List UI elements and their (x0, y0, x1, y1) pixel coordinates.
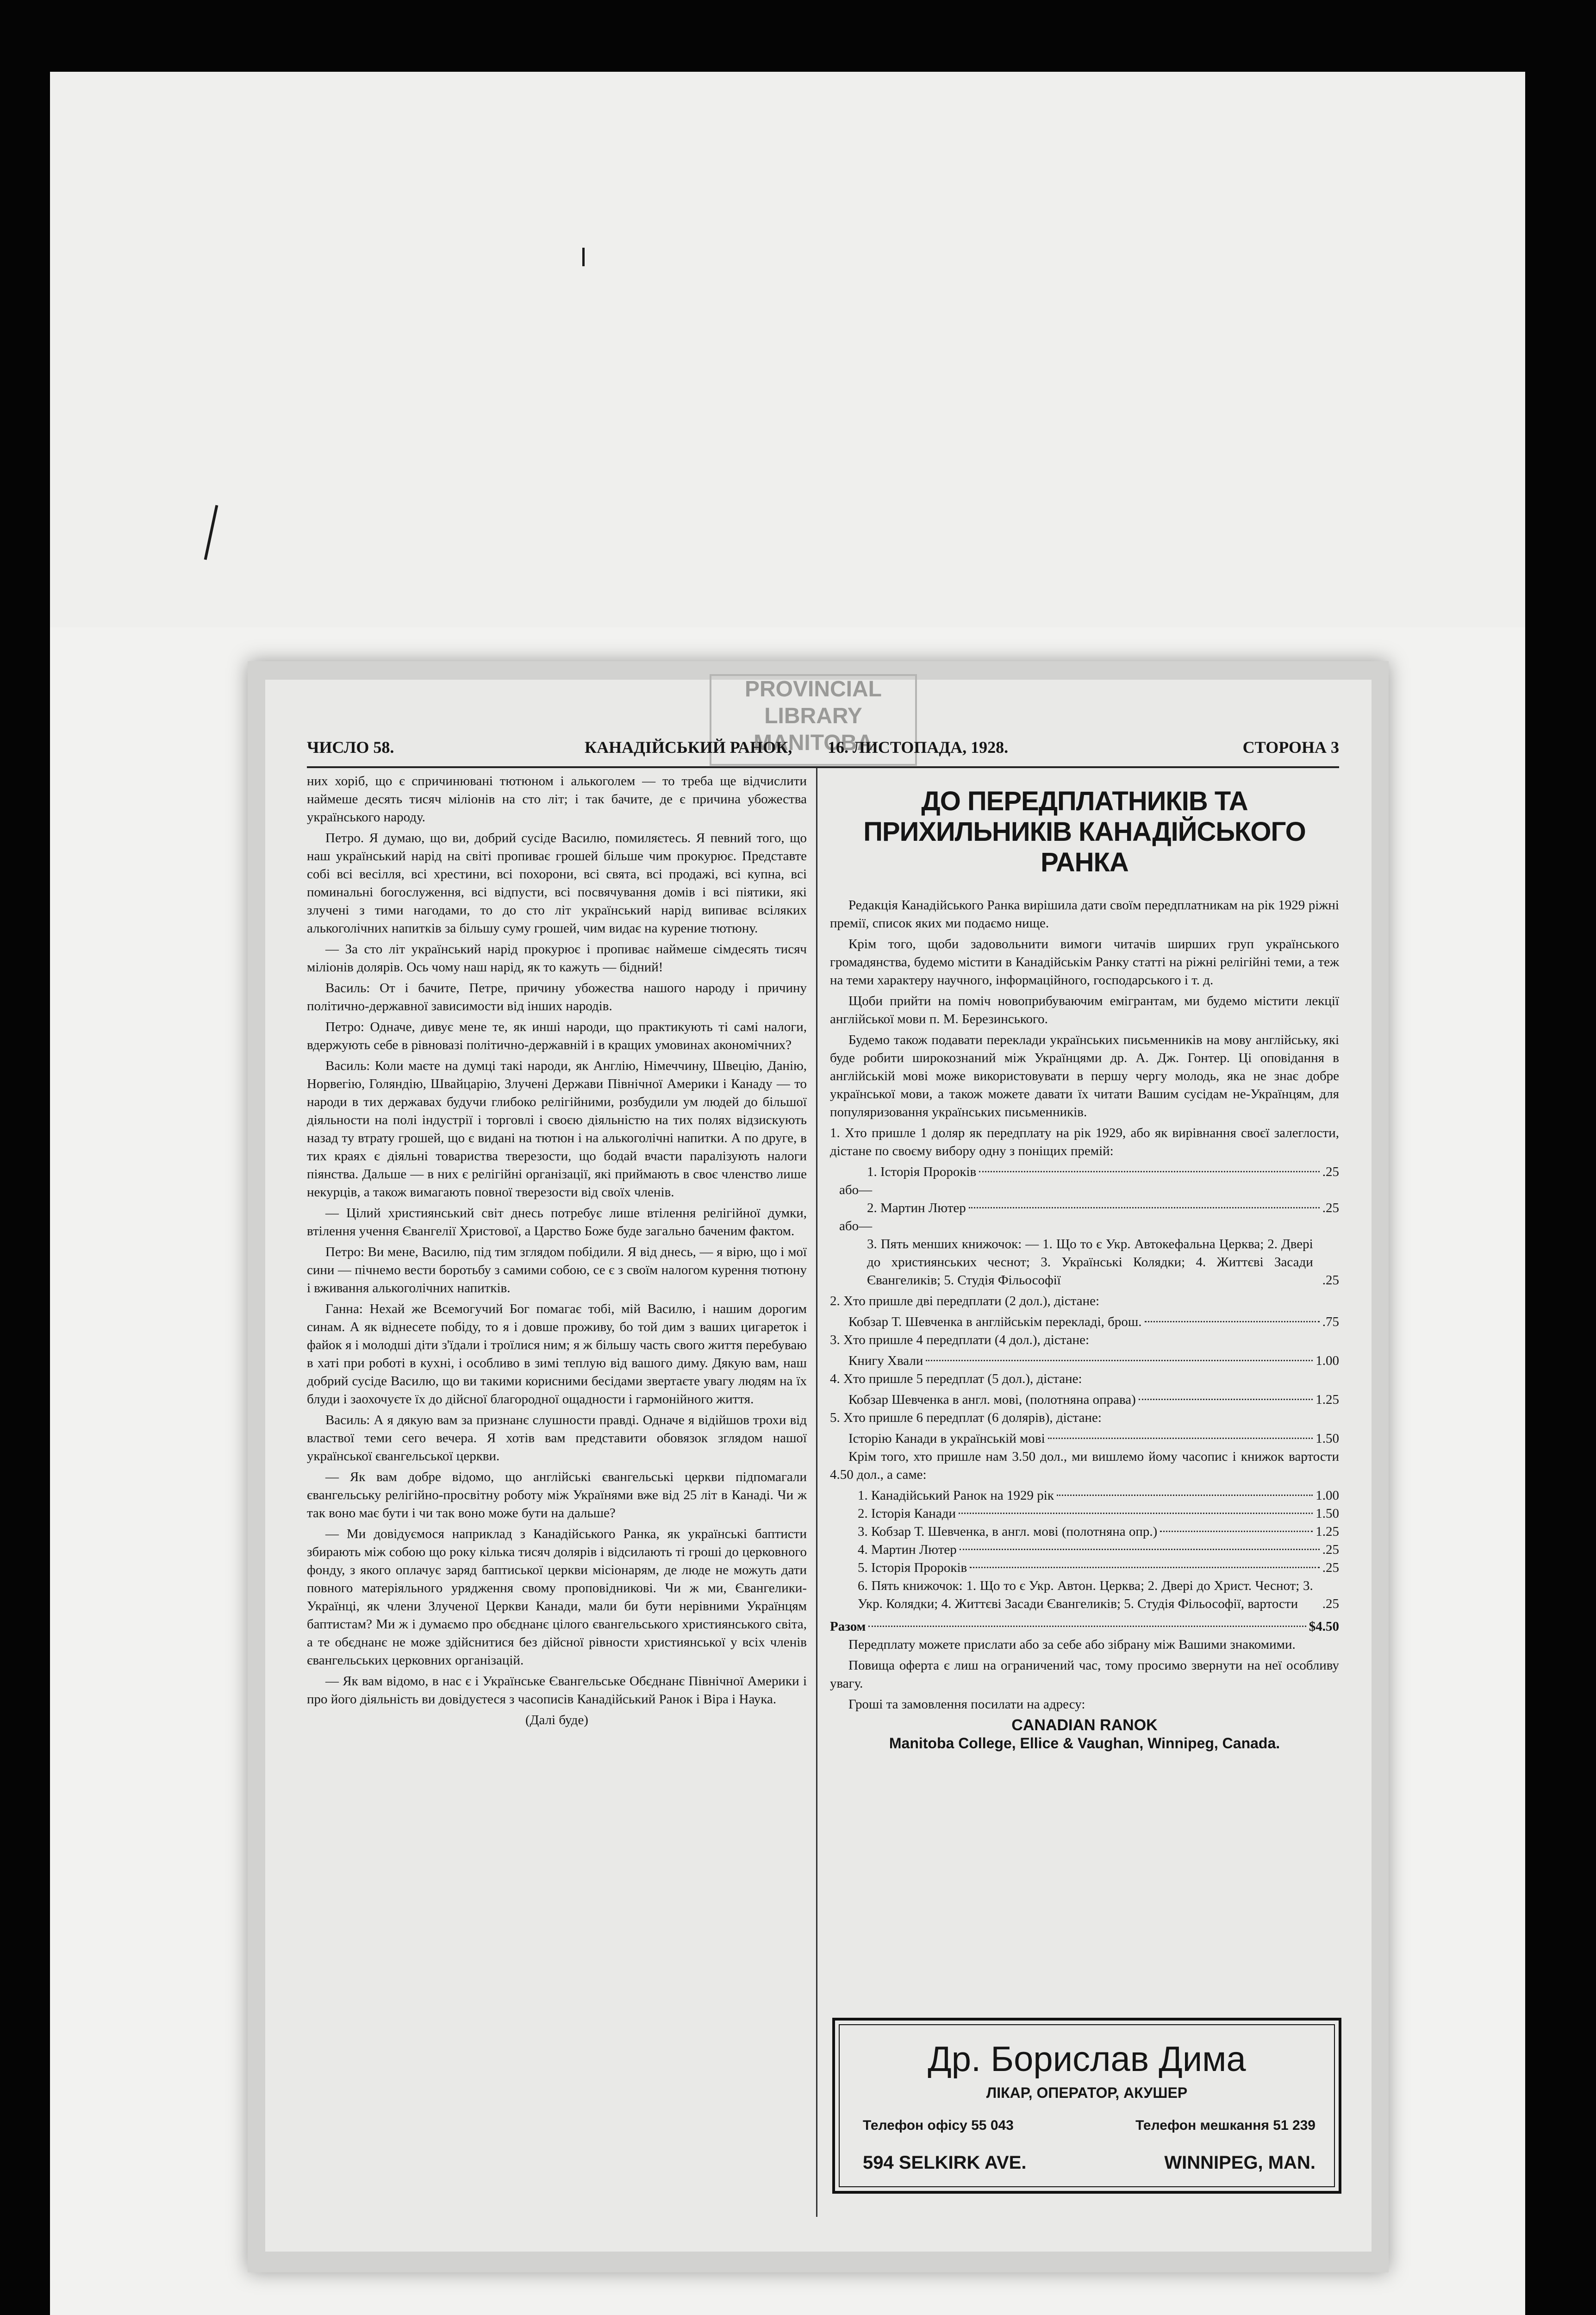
ad-street: 594 SELKIRK AVE. (863, 2152, 1027, 2173)
column-rule (816, 768, 817, 2217)
notice-column (830, 772, 1339, 1752)
notice-paragraph: Будемо також подавати переклади українських письменників на мову англійську, які буде робити широкознаний між Українцями др. А. Дж. Гонтер. Ці оповідання в англійській мові може використовувати в першу чергу молодь, яка не знає добре української мови, а також можете давати їх читати Вашим сусідам не-Українцям, для популяризовання українських письменників. (830, 1032, 1339, 1120)
article-paragraph: Петро: Ви мене, Василю, під тим зглядом побідили. Я від днесь, — я вірю, що і мої сини — пічнемо вести боротьбу з самими собою, се є з своїм налогом курення тютюну і вживання алькоголічних напитків. (307, 1245, 807, 1295)
notice-title: ДО ПЕРЕДПЛАТНИКІВ ТА ПРИХИЛЬНИКІВ КАНАДІЙСЬКОГО РАНКА (863, 786, 1306, 877)
article-paragraph: — Ми довідуємося наприклад з Канадійського Ранка, як українські баптисти збирають між собою що року кілька тисяч долярів і відсилають ті гроші до церковного фонду, з якого оплачує заряд баптиської церкви місіонарям, де люде не можуть дати повного матеріяльного урядження свому проповідникові. Чи ж ми, Євангелики-Українці, як члени Злученої Церкви Канади, мали би бути нерівними Українцям баптистам? Ми ж і думаємо про обєднанє цілого євангельського християнського світа, а те обєднанє не може здійснитися без дійсної рівности християнської у всіх членів євангельських церковних організацій. (307, 1527, 807, 1668)
film-scratch (582, 248, 585, 266)
ad-profession: ЛІКАР, ОПЕРАТОР, АКУШЕР (986, 2084, 1188, 2101)
notice-paragraph: Щоби прийти на поміч новоприбуваючим емігрантам, ми будемо містити лекції англійської мови п. М. Березинського. (830, 994, 1339, 1026)
closing-paragraph: Передплату можете прислати або за себе або зібрану між Вашими знакомими. (848, 1637, 1296, 1652)
offer-intro: Крім того, хто пришле нам 3.50 дол., ми вишлемо йому часопис і книжок вартости 4.50 дол., а саме: (830, 1449, 1339, 1482)
offer-intro: 4. Хто пришле 5 передплат (5 дол.), дістане: (830, 1371, 1082, 1386)
notice-paragraph: Крім того, щоби задовольнити вимоги читачів ширших груп українського громадянства, будемо містити в Канадійськім Ранку статті на ріжні релігійні теми, а теж на теми характеру научного, інформаційного, господарського і т. д. (830, 937, 1339, 988)
or-label: або— (839, 1219, 873, 1233)
price-row: Книгу Хвали 1.00 (848, 1353, 1339, 1368)
closing-paragraph: Гроші та замовлення посилати на адресу: (848, 1697, 1085, 1712)
masthead-title: КАНАДІЙСЬКИЙ РАНОК, (585, 738, 792, 757)
price-row: 1. Канадійський Ранок на 1929 рік 1.00 (858, 1488, 1339, 1503)
ad-city: WINNIPEG, MAN. (1164, 2152, 1315, 2173)
price-row: 3. Пять менших книжочок: — 1. Що то є Укр. Автокефальна Церква; 2. Двері до християнських чеснот; 3. Українські Колядки; 4. Життєві Засади Євангеликів; 5. Студія Фільософії .25 (867, 1237, 1339, 1288)
article-paragraph: — Як вам добре відомо, що англійські євангельські церкви підпомагали євангельську релігійно-просвітну роботу між Українями вже від 25 літ в Канаді. Чи ж так воно має бути і чи так воно може бути на дальше? (307, 1470, 807, 1520)
price-row: 3. Кобзар Т. Шевченка, в англ. мові (полотняна опр.) 1.25 (858, 1524, 1339, 1539)
article-paragraph: Петро: Одначе, дивує мене те, як инші народи, що практикують ті самі налоги, вдержують себе в рівновазі політично-державній і в кращих умовинах акономічних? (307, 1020, 807, 1052)
address-line: Manitoba College, Ellice & Vaughan, Winnipeg, Canada. (889, 1735, 1280, 1752)
article-paragraph: Василь: Коли маєте на думці такі народи, як Англію, Німеччину, Швецію, Данію, Норвегію, Голяндію, Швайцарію, Злучені Держави Північної Америки і Канаду — то народи в тих державах будучи глибоко релігійними, розбудили ум людей до більшої діяльности на полі індустрії і торговлі і своєю діяльністю на тих полях відзискують назад ту втрату грошей, що є видані на тютюн і на алькоголічні напитки. А по друге, в тих краях є діяльні товариства тверезости, що бодай вчасти паралізують налоги піянства. Дальше — в них є релігійні організації, які приймають в своє членство лише некурців, а також вимагають повної тверезости від своїх членів. (307, 1058, 807, 1200)
price-row: Історію Канади в українській мові 1.50 (848, 1431, 1339, 1446)
notice-paragraph: Редакція Канадійського Ранка вирішила дати своїм передплатникам на рік 1929 ріжні премії, список яких ми подаємо нище. (830, 898, 1339, 931)
header-rule (307, 766, 1339, 768)
article-paragraph: — Як вам відомо, в нас є і Українське Євангельське Обєднанє Північної Америки і про його діяльність ви довідуєтеся з часописів Канадійський Ранок і Віра і Наука. (307, 1674, 807, 1707)
ad-office-phone: Телефон офісу 55 043 (863, 2118, 1014, 2133)
offer-intro: 3. Хто пришле 4 передплати (4 дол.), дістане: (830, 1333, 1090, 1347)
article-paragraph: — За сто літ український нарід прокурює і пропиває наймеше сімдесять тисяч міліонів долярів. Ось чому наш нарід, як то кажуть — бідний! (307, 942, 807, 975)
price-row: 4. Мартин Лютер .25 (858, 1542, 1339, 1557)
article-paragraph: Петро. Я думаю, що ви, добрий сусіде Василю, помиляєтесь. Я певний того, що наш український нарід на світі пропиває грошей більше чим прокурює. Представте собі всі весілля, всі хрестини, всі похорони, всі свята, всі продажі, всі купна, всі поминальні богослуження, всі відпусти, всі посвячування домів і всі піятики, які злучені з тими нагодами, то до сто літ український нарід випиває всіляких алькоголічних напитків за більшу суму грошей, чим видає на курение тютюну. (307, 831, 807, 936)
article-column (307, 772, 807, 1732)
offer-intro: 2. Хто пришле дві передплати (2 дол.), дістане: (830, 1294, 1100, 1308)
doctor-advertisement (832, 2018, 1341, 2194)
newspaper-page (248, 661, 1389, 2272)
offer-intro: 5. Хто пришле 6 передплат (6 долярів), дістане: (830, 1410, 1102, 1425)
continued-note: (Далі буде) (525, 1713, 588, 1727)
ad-doctor-name: Др. Борислав Дима (928, 2040, 1246, 2079)
total-row: Разом $4.50 (830, 1619, 1339, 1634)
or-label: або— (839, 1183, 873, 1197)
offer-intro: 1. Хто пришле 1 доляр як передплату на рік 1929, або як вирівнання своєї залеглости, дістане по своєму вибору одну з поніщих премій: (830, 1126, 1339, 1158)
page-number: СТОРОНА 3 (1242, 738, 1339, 757)
article-paragraph: Василь: А я дякую вам за признанє слушности правді. Одначе я відійшов трохи від властвої теми сего вечера. Я хотів вам представити обовязок зглядом нашої української євангельської церкви. (307, 1413, 807, 1464)
library-stamp: PROVINCIAL LIBRARY MANITOBA (710, 674, 917, 766)
newspaper-paper (265, 677, 1372, 2252)
article-paragraph: Ганна: Нехай же Всемогучий Бог помагає тобі, мій Василю, і нашим дорогим синам. А як віднесете побіду, то я і довше проживу, бо той дим з ваших цигарeток і файок я і молодші діти з'їдали і троїлися ним; я ж більшу часть свого життя перебуваю в хаті при роботі в кухні, і особливо в зимі теплую від вашого диму. Дякую вам, наш добрий сусіде Василю, що ви такими корисними бесідами звертаєте увагу людям на їх блуди і заохочуєте їх до дійсної благородної ощадности і гармонійного життя. (307, 1301, 807, 1407)
address-name: CANADIAN RANOK (1011, 1716, 1158, 1734)
issue-number: ЧИСЛО 58. (307, 738, 394, 757)
price-row: 5. Історія Пророків .25 (858, 1560, 1339, 1575)
ad-home-phone: Телефон мешкання 51 239 (1135, 2118, 1315, 2133)
price-row: Кобзар Шевченка в англ. мові, (полотняна оправа) 1.25 (848, 1392, 1339, 1407)
closing-paragraph: Повища оферта є лиш на ограничений час, тому просимо звернути на неї особливу увагу. (830, 1658, 1339, 1691)
issue-date: 16. ЛИСТОПАДА, 1928. (828, 738, 1009, 757)
price-row: 1. Історія Пророків .25 (867, 1164, 1339, 1179)
article-paragraph: них хоріб, що є спричинювані тютюном і алькоголем — то треба ще відчислити наймеше десять тисяч міліонів на сто літ; і так бачите, де є причина убожества українського народу. (307, 774, 807, 825)
price-row: 2. Мартин Лютер .25 (867, 1201, 1339, 1215)
article-paragraph: — Цілий християнський світ днесь потребує лише втілення релігійної думки, втілення учення Євангелії Христової, а Царство Боже буде загально баченим фактом. (307, 1206, 807, 1239)
article-paragraph: Василь: От і бачите, Петре, причину убожества нашого народу і причину політично-державної зависимости від інших народів. (307, 981, 807, 1014)
price-row: 2. Історія Канади 1.50 (858, 1506, 1339, 1521)
price-row: Кобзар Т. Шевченка в англійськім перекладі, брош. .75 (848, 1314, 1339, 1329)
price-row: 6. Пять книжочок: 1. Що то є Укр. Автон. Церква; 2. Двері до Христ. Чеснот; 3. Укр. Колядки; 4. Життєві Засади Євангеликів; 5. Студія Фільософії, вартости .25 (858, 1578, 1339, 1611)
page-header (307, 738, 1339, 765)
